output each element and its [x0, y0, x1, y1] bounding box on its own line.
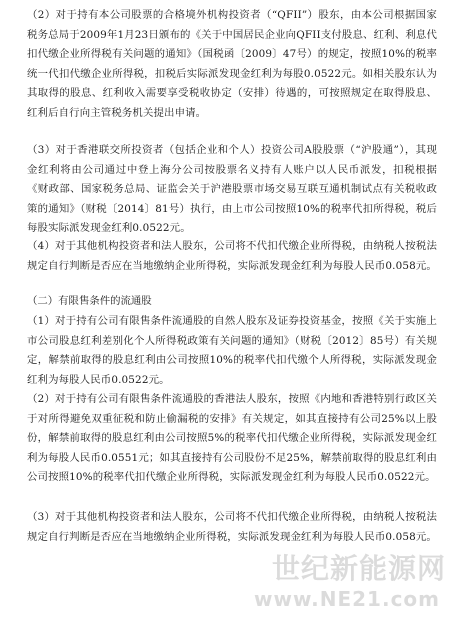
paragraph-restricted-individuals: （1）对于持有公司有限售条件流通股的自然人股东及证券投资基金，按照《关于实施上市公司股息红利差别化个人所得税政策有关问题的通知》（财税〔2012〕85号）有关规定，解禁前取得的股息红利由公司按照10%的税率代扣代缴个人所得税，实际派发现金红利为每股人民币0.0522元。 — [27, 315, 437, 386]
watermark-url: www.NE21.com — [253, 587, 440, 611]
paragraph-restricted-other-institutions: （3）对于其他机构投资者和法人股东，公司将不代扣代缴企业所得税，由纳税人按税法规定自行判断是否应在当地缴纳企业所得税，实际派发现金红利为每股人民币0.058元。 — [27, 511, 437, 543]
paragraph-qfii: （2）对于持有本公司股票的合格境外机构投资者（“QFII”）股东，由本公司根据国家税务总局于2009年1月23日颁布的《关于中国居民企业向QFII支付股息、红利、利息代扣代缴企业所得税有关问题的通知》（国税函〔2009〕47号）的规定，按照10%的税率统一代扣代缴企业所得税，扣税后实际派发现金红利为每股0.0522元。如相关股东认为其取得的股息、红利收入需要享受税收协定（安排）待遇的，可按照规定在取得股息、红利后自行向主管税务机关提出申请。 — [27, 9, 437, 119]
paragraph-other-institutions: （4）对于其他机构投资者和法人股东，公司将不代扣代缴企业所得税，由纳税人按税法规定自行判断是否应在当地缴纳企业所得税，实际派发现金红利为每股人民币0.058元。 — [27, 240, 437, 272]
section-heading-restricted: （二）有限售条件的流通股 — [27, 295, 152, 307]
paragraph-restricted-hk-legal: （2）对于持有公司有限售条件流通股的香港法人股东，按照《内地和香港特别行政区关于对所得避免双重征税和防止偷漏税的安排》有关规定，如其直接持有公司25%以上股份，解禁前取得的股息红利由公司按照5%的税率代扣代缴企业所得税，实际派发现金红利为每股人民币0.0551元；如其直接持有公司股份不足25%，解禁前取得的股息红利由公司按照10%的税率代扣代缴企业所得税，实际派发现金红利为每股人民币0.0522元。 — [27, 393, 437, 484]
paragraph-stock-connect: （3）对于香港联交所投资者（包括企业和个人）投资公司A股股票（“沪股通”），其现金红利将由公司通过中登上海分公司按股票名义持有人账户以人民币派发，扣税根据《财政部、国家税务总局、证监会关于沪港股票市场交易互联互通机制试点有关税收政策的通知》（财税〔2014〕81号）执行，由上市公司按照10%的税率代扣所得税，税后每股实际派发现金红利0.0522元。 — [27, 144, 437, 235]
watermark-site-name: 世纪新能源网 — [271, 552, 446, 585]
